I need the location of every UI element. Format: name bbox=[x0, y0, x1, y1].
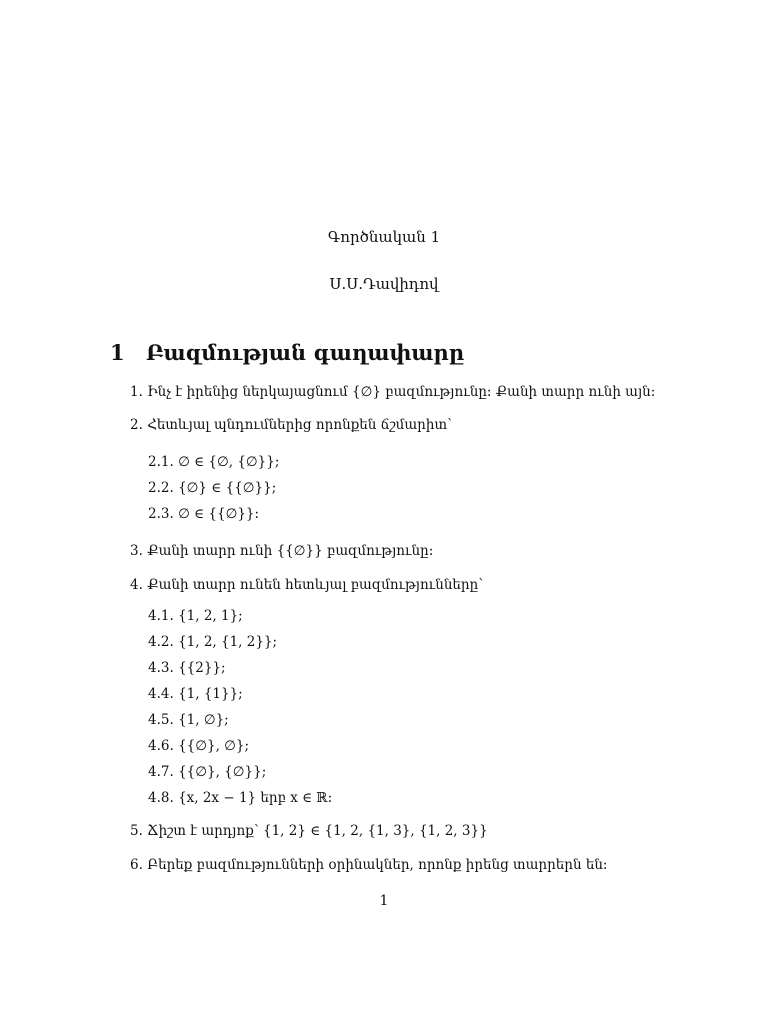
item-label: 4.4. bbox=[148, 686, 174, 702]
exercise-subitem bbox=[148, 504, 259, 524]
exercise-subitem bbox=[148, 478, 276, 498]
item-text: {x, 2x − 1} երբ x ∈ ℝ: bbox=[178, 790, 333, 806]
document-author: Ս.Ս.Դավիդով bbox=[329, 275, 439, 293]
item-label: 5. bbox=[130, 823, 143, 839]
item-text: {{2}}; bbox=[178, 660, 226, 676]
item-label: 4.1. bbox=[148, 608, 174, 624]
item-label: 4.7. bbox=[148, 764, 174, 780]
item-text: Ինչ է իրենից ներկայացնում {∅} բազմությունը: Քանի տարր ունի այն: bbox=[147, 384, 656, 400]
exercise-item bbox=[130, 575, 483, 595]
exercise-subitem bbox=[148, 788, 332, 808]
item-label: 4.6. bbox=[148, 738, 174, 754]
page-number: 1 bbox=[379, 893, 389, 909]
exercise-subitem bbox=[148, 606, 243, 626]
exercise-subitem bbox=[148, 684, 243, 704]
exercise-subitem bbox=[148, 452, 279, 472]
item-text: {1, 2, {1, 2}}; bbox=[178, 634, 278, 650]
exercise-item bbox=[130, 541, 433, 561]
item-label: 6. bbox=[130, 857, 143, 873]
item-text: ∅ ∈ {{∅}}: bbox=[178, 506, 260, 522]
exercise-item bbox=[130, 855, 607, 875]
item-label: 3. bbox=[130, 543, 143, 559]
item-label: 2.1. bbox=[148, 454, 174, 470]
item-label: 4. bbox=[130, 577, 143, 593]
item-text: Բերեք բազմությունների օրինակներ, որոնք իրենց տարրերն են: bbox=[147, 857, 608, 873]
item-label: 4.5. bbox=[148, 712, 174, 728]
exercise-item bbox=[130, 382, 655, 402]
item-text: ∅ ∈ {∅, {∅}}; bbox=[178, 454, 280, 470]
item-label: 2.3. bbox=[148, 506, 174, 522]
item-text: Քանի տարր ունեն հետևյալ բազմությունները՝ bbox=[147, 577, 484, 593]
item-text: Քանի տարր ունի {{∅}} բազմությունը: bbox=[147, 543, 434, 559]
item-text: {1, {1}}; bbox=[178, 686, 243, 702]
section-heading bbox=[110, 340, 464, 365]
item-label: 4.2. bbox=[148, 634, 174, 650]
exercise-subitem bbox=[148, 710, 229, 730]
item-text: {{∅}, ∅}; bbox=[178, 738, 250, 754]
item-text: Ճիշտ է արդյոք՝ {1, 2} ∈ {1, 2, {1, 3}, {1, 2, 3}} bbox=[147, 823, 488, 839]
item-label: 4.8. bbox=[148, 790, 174, 806]
item-label: 4.3. bbox=[148, 660, 174, 676]
section-number: 1 bbox=[110, 340, 125, 365]
exercise-item bbox=[130, 821, 488, 841]
exercise-subitem bbox=[148, 736, 249, 756]
exercise-item bbox=[130, 415, 452, 435]
item-label: 2. bbox=[130, 417, 143, 433]
item-text: {1, ∅}; bbox=[178, 712, 229, 728]
section-title: Բազմության գաղափարը bbox=[146, 340, 465, 365]
item-label: 1. bbox=[130, 384, 143, 400]
item-text: {{∅}, {∅}}; bbox=[178, 764, 267, 780]
item-text: {∅} ∈ {{∅}}; bbox=[178, 480, 277, 496]
exercise-subitem bbox=[148, 762, 266, 782]
item-label: 2.2. bbox=[148, 480, 174, 496]
item-text: {1, 2, 1}; bbox=[178, 608, 243, 624]
document-title: Գործնական 1 bbox=[327, 228, 441, 246]
item-text: Հետևյալ պնդումներից որոնքեն ճշմարիտ՝ bbox=[147, 417, 452, 433]
exercise-subitem bbox=[148, 658, 226, 678]
exercise-subitem bbox=[148, 632, 277, 652]
